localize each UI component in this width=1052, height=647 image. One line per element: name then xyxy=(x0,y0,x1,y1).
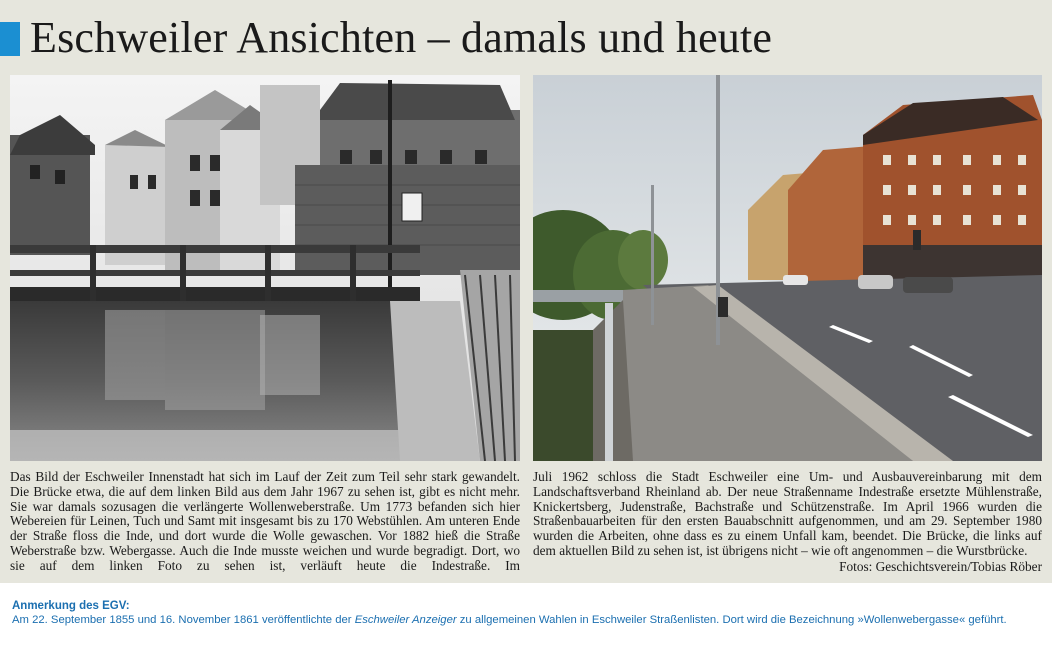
photo-credit: Fotos: Geschichtsverein/Tobias Röber xyxy=(839,559,1042,574)
headline-accent-bar xyxy=(0,22,20,56)
article-body-right xyxy=(533,470,1042,559)
article-body-left: Das Bild der Eschweiler Innenstadt hat sich im Lauf der Zeit zum Teil sehr stark gewandelt. Die Brücke etwa, die auf dem linken Bild aus dem Jahr 1967 zu sehen ist, gibt es nicht mehr. Sie war damals sozusagen die verlängerte Wollenweberstraße. Um 1773 befanden sich hier Webereien für Leinen, Tuch und Samt mit insgesamt bis zu 170 Webstühlen. Am unteren Ende der Straße floss die Inde, und dort wurde die Wolle gewaschen. Vor 1882 hieß die Straße Weberstraße bzw. Webergasse. Auch die Inde musste weichen und wurde begradigt. Dort, wo sie auf dem linken Foto zu sehen ist, verläuft heute die Indestraße. Im xyxy=(10,469,520,573)
endnote-text xyxy=(12,614,1007,626)
current-street-photo xyxy=(533,75,1042,461)
endnote-text-after: zu allgemeinen Wahlen in Eschweiler Straßenlisten. Dort wird die Bezeichnung »Wollenwebergasse« geführt. xyxy=(456,614,1007,626)
endnote-text-before: Am 22. September 1855 und 16. November 1861 veröffentlichte der xyxy=(12,614,355,626)
endnote-title: Anmerkung des EGV: xyxy=(12,600,130,612)
article-body-right-text: Juli 1962 schloss die Stadt Eschweiler eine Um- und Ausbauvereinbarung mit dem Landschaftsverband Rheinland ab. Der neue Straßenname Indestraße ersetzte Mühlenstraße, Knickertsberg, Judenstraße, Bachstraße und Schützenstraße. Im April 1966 wurden die Straßenbauarbeiten für den ersten Bauabschnitt aufgenommen, und am 29. September 1980 wurden die Arbeiten, ohne dass es zu einem Unfall kam, beendet. Die Brücke, die links auf dem aktuellen Bild zu sehen ist, ist übrigens nicht – wie oft angenommen – die Wurstbrücke. xyxy=(533,469,1042,558)
headline: Eschweiler Ansichten – damals und heute xyxy=(30,13,773,62)
endnote-newspaper-name: Eschweiler Anzeiger xyxy=(354,614,457,626)
historic-photo-1967 xyxy=(10,75,520,461)
